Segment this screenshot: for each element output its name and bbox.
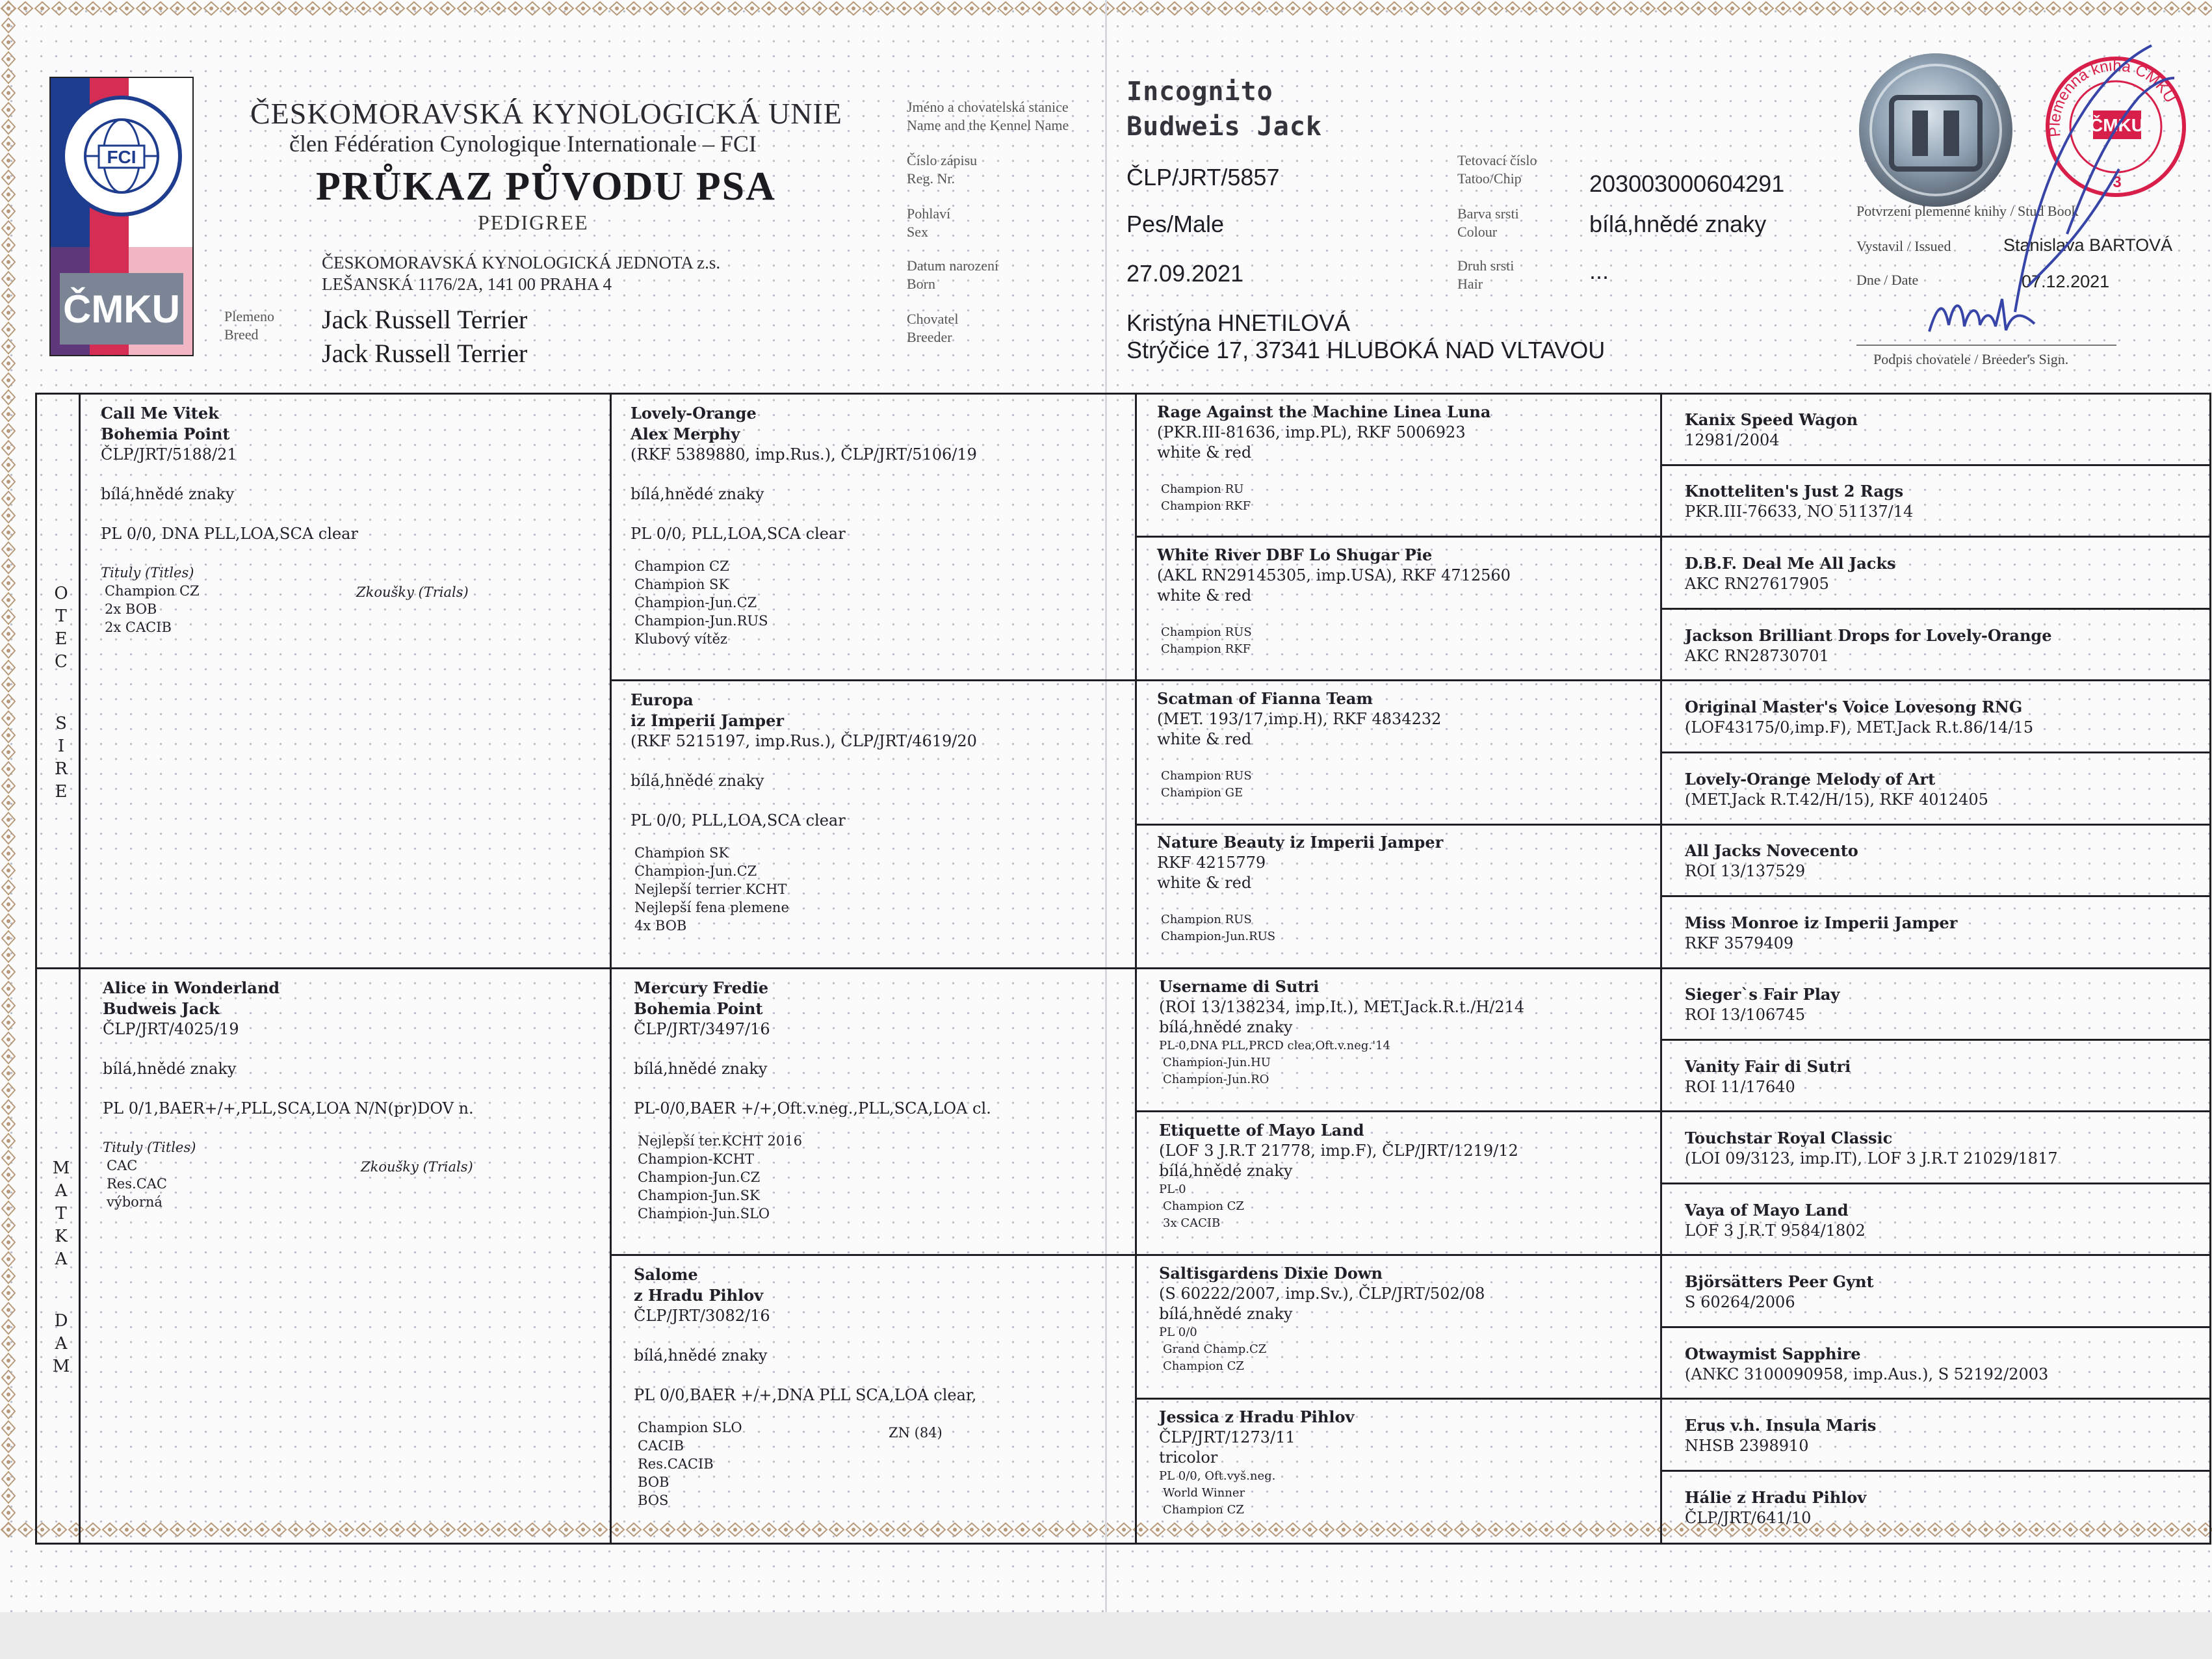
date-value: 07.12.2021 bbox=[2022, 272, 2110, 291]
dam-title: Res.CAC bbox=[107, 1176, 167, 1192]
breeder-label-en: Breeder bbox=[907, 329, 952, 345]
gen4-cell: Miss Monroe iz Imperii Jamper RKF 3579409 bbox=[1685, 913, 1958, 952]
side-label-dam: M A T K A D A M bbox=[52, 1158, 70, 1376]
gen4-cell: Erus v.h. Insula Maris NHSB 2398910 bbox=[1685, 1416, 1877, 1455]
gen4-cell: D.B.F. Deal Me All Jacks AKC RN27617905 bbox=[1685, 554, 1896, 593]
sex-label-en: Sex bbox=[907, 224, 928, 240]
issued-label: Vystavil / Issued bbox=[1856, 238, 1951, 254]
reg-label-cz: Číslo zápisu bbox=[907, 152, 978, 168]
sire-health: PL 0/0, DNA PLL,LOA,SCA clear bbox=[101, 525, 358, 543]
logo-cmku-text: ČMKU bbox=[63, 287, 180, 331]
breed-value-en: Jack Russell Terrier bbox=[322, 339, 528, 368]
gen2-cell: Salome z Hradu Pihlov ČLP/JRT/3082/16 bílá,hnědé znaky PL 0/0,BAER +/+,DNA PLL SCA,LOA clear, Champion SLO CACIB Res.CACIB BOB BOS bbox=[634, 1265, 977, 1508]
gen4-cell: Original Master's Voice Lovesong RNG (LOF43175/0,imp.F), MET.Jack R.t.86/14/15 bbox=[1685, 698, 2034, 737]
sire-title: Champion CZ bbox=[105, 583, 200, 599]
studbook-signature-icon bbox=[1989, 39, 2184, 325]
born-value: 27.09.2021 bbox=[1126, 260, 1244, 287]
studbook-confirm-label: Potvrzení plemenné knihy / Stud Book bbox=[1856, 203, 2079, 219]
born-label-en: Born bbox=[907, 276, 935, 292]
stamp-ring-text: Plemenná kniha ČMKU bbox=[2046, 57, 2179, 138]
association-name: ČESKOMORAVSKÁ KYNOLOGICKÁ JEDNOTA z.s. bbox=[322, 253, 721, 272]
gen4-cell: Vaya of Mayo Land LOF 3 J.R.T 9584/1802 bbox=[1685, 1201, 1866, 1240]
sex-label-cz: Pohlaví bbox=[907, 205, 951, 222]
breed-label-cz: Plemeno bbox=[224, 308, 274, 324]
gen3-cell: Nature Beauty iz Imperii Jamper RKF 4215779 white & red Champion RUS Champion-Jun.RUS bbox=[1157, 833, 1444, 943]
dam-reg: ČLP/JRT/4025/19 bbox=[103, 1020, 239, 1038]
dam-title: výborná bbox=[107, 1194, 163, 1210]
breeder-label-cz: Chovatel bbox=[907, 311, 959, 327]
gen2-cell: Mercury Fredie Bohemia Point ČLP/JRT/3497/16 bílá,hnědé znaky PL-0/0,BAER +/+,Oft.v.neg.,PLL,SCA,LOA cl. Nejlepší ter.KCHT 2016 Champion-KCHT Champion-Jun.CZ Champion-Jun.SK Champion-Jun.SLO bbox=[634, 978, 991, 1221]
dam-titles-label: Tituly (Titles) bbox=[103, 1140, 196, 1155]
gen2-cell: Europa iz Imperii Jamper (RKF 5215197, imp.Rus.), ČLP/JRT/4619/20 bílá,hnědé znaky PL 0/0, PLL,LOA,SCA clear Champion SK Champion-Jun.CZ Nejlepší terrier KCHT Nejlepší fena plemene 4x BOB bbox=[631, 690, 977, 934]
colour-label-cz: Barva srsti bbox=[1457, 205, 1519, 222]
name-label-cz: Jméno a chovatelská stanice bbox=[907, 99, 1069, 115]
dam-colour: bílá,hnědé znaky bbox=[103, 1060, 237, 1078]
gen3-cell: Jessica z Hradu Pihlov ČLP/JRT/1273/11 tricolor PL 0/0, Oft.vyš.neg. World Winner Champion CZ bbox=[1159, 1407, 1355, 1517]
hair-label-en: Hair bbox=[1457, 276, 1483, 292]
date-label: Dne / Date bbox=[1856, 272, 1919, 288]
fci-cmku-logo bbox=[49, 77, 194, 356]
chip-label-en: Tatoo/Chip bbox=[1457, 170, 1522, 187]
signature-line bbox=[1856, 345, 2116, 346]
gen4-cell: Knotteliten's Just 2 Rags PKR.III-76633, NO 51137/14 bbox=[1685, 482, 1914, 521]
chip-value: 203003000604291 bbox=[1589, 170, 1785, 197]
dam-trials-label: Zkoušky (Trials) bbox=[361, 1159, 473, 1175]
gen4-cell: Lovely-Orange Melody of Art (MET.Jack R.T.42/H/15), RKF 4012405 bbox=[1685, 770, 1988, 809]
colour-label-en: Colour bbox=[1457, 224, 1498, 240]
fci-membership: člen Fédération Cynologique Internationale – FCI bbox=[289, 131, 757, 157]
gen3-cell: Rage Against the Machine Linea Luna (PKR.III-81636, imp.PL), RKF 5006923 white & red Champion RU Champion RKF bbox=[1157, 402, 1491, 513]
sire-titles-label: Tituly (Titles) bbox=[101, 565, 194, 581]
gen4-cell: Vanity Fair di Sutri ROI 11/17640 bbox=[1685, 1057, 1851, 1096]
reg-label-en: Reg. Nr. bbox=[907, 170, 955, 187]
page-title: PRŮKAZ PŮVODU PSA bbox=[316, 164, 776, 209]
gen4-cell: Björsätters Peer Gynt S 60264/2006 bbox=[1685, 1272, 1874, 1311]
gen3-cell: Scatman of Fianna Team (MET. 193/17,imp.H), RKF 4834232 white & red Champion RUS Champion GE bbox=[1157, 689, 1442, 800]
union-name: ČESKOMORAVSKÁ KYNOLOGICKÁ UNIE bbox=[250, 97, 842, 130]
sex-value: Pes/Male bbox=[1126, 211, 1225, 237]
gen4-cell: Hálie z Hradu Pihlov ČLP/JRT/641/10 bbox=[1685, 1488, 1867, 1527]
dog-name-line1: Incognito bbox=[1126, 77, 1273, 107]
sire-title: 2x BOB bbox=[105, 601, 157, 617]
sire-name2: Bohemia Point bbox=[101, 425, 230, 443]
side-label-sire: O T E C S I R E bbox=[54, 584, 68, 802]
sire-trials-label: Zkoušky (Trials) bbox=[356, 584, 469, 600]
breed-label-en: Breed bbox=[224, 326, 259, 343]
reg-value: ČLP/JRT/5857 bbox=[1126, 164, 1280, 190]
association-address: LEŠANSKÁ 1176/2A, 141 00 PRAHA 4 bbox=[322, 274, 612, 294]
sire-cell bbox=[101, 403, 358, 636]
chip-label-cz: Tetovací číslo bbox=[1457, 152, 1537, 168]
dam-name1: Alice in Wonderland bbox=[103, 978, 280, 997]
gen4-cell: Sieger`s Fair Play ROI 13/106745 bbox=[1685, 985, 1840, 1024]
ornament-border-left bbox=[0, 0, 17, 1538]
sire-colour: bílá,hnědé znaky bbox=[101, 485, 235, 503]
dog-name-line2: Budweis Jack bbox=[1126, 112, 1322, 142]
page-subtitle: PEDIGREE bbox=[478, 211, 589, 234]
logo-fci-text: FCI bbox=[107, 147, 137, 167]
issued-value: Stanislava BARTOVÁ bbox=[2003, 235, 2173, 255]
name-label-en: Name and the Kennel Name bbox=[907, 117, 1069, 133]
colour-value: bílá,hnědé znaky bbox=[1589, 211, 1767, 237]
dam-health: PL 0/1,BAER+/+,PLL,SCA,LOA N/N(pr)DOV n. bbox=[103, 1099, 474, 1117]
gen4-cell: All Jacks Novecento ROI 13/137529 bbox=[1685, 841, 1858, 880]
breed-value-cz: Jack Russell Terrier bbox=[322, 305, 528, 334]
stamp-logo-text: ČMKU bbox=[2090, 115, 2144, 135]
breeder-name: Kristýna HNETILOVÁ bbox=[1126, 309, 1351, 336]
gen3-cell: Saltisgardens Dixie Down (S 60222/2007, imp.Sv.), ČLP/JRT/502/08 bílá,hnědé znaky PL 0/0 Grand Champ.CZ Champion CZ bbox=[1159, 1264, 1485, 1373]
gen3-cell: White River DBF Lo Shugar Pie (AKL RN29145305, imp.USA), RKF 4712560 white & red Champion RUS Champion RKF bbox=[1157, 545, 1511, 656]
hair-label-cz: Druh srsti bbox=[1457, 257, 1515, 274]
hair-value: ... bbox=[1589, 257, 1609, 284]
gen3-cell: Username di Sutri (ROI 13/138234, imp.It.), MET.Jack.R.t./H/214 bílá,hnědé znaky PL-0,DNA PLL,PRCD clea,Oft.v.neg.'14 Champion-Jun.HU Champion-Jun.RO bbox=[1159, 977, 1525, 1086]
sire-name1: Call Me Vitek bbox=[101, 404, 219, 423]
sire-title: 2x CACIB bbox=[105, 620, 172, 635]
dam-name2: Budweis Jack bbox=[103, 999, 220, 1018]
born-label-cz: Datum narození bbox=[907, 257, 999, 274]
gen4-cell: Jackson Brilliant Drops for Lovely-Orange AKC RN28730701 bbox=[1685, 626, 2052, 665]
breeder-address: Strýčice 17, 37341 HLUBOKÁ NAD VLTAVOU bbox=[1126, 337, 1606, 363]
stamp-number-text: 3 bbox=[2113, 174, 2122, 191]
sire-reg: ČLP/JRT/5188/21 bbox=[101, 445, 237, 464]
gen3-cell: Etiquette of Mayo Land (LOF 3 J.R.T 21778, imp.F), ČLP/JRT/1219/12 bílá,hnědé znaky PL-0 Champion CZ 3x CACIB bbox=[1159, 1121, 1518, 1230]
gen2-extra-note: ZN (84) bbox=[889, 1425, 943, 1441]
dam-cell bbox=[103, 978, 474, 1211]
breeder-sign-label: Podpis chovatele / Breeder's Sign. bbox=[1873, 351, 2069, 367]
gen4-cell: Touchstar Royal Classic (LOI 09/3123, imp.IT), LOF 3 J.R.T 21029/1817 bbox=[1685, 1129, 2058, 1168]
gen2-cell: Lovely-Orange Alex Merphy (RKF 5389880, imp.Rus.), ČLP/JRT/5106/19 bílá,hnědé znaky PL 0/0, PLL,LOA,SCA clear Champion CZ Champion SK Champion-Jun.CZ Champion-Jun.RUS Klubový vítěz bbox=[631, 404, 977, 647]
gen4-cell: Kanix Speed Wagon 12981/2004 bbox=[1685, 410, 1858, 449]
gen4-cell: Otwaymist Sapphire (ANKC 3100090958, imp.Aus.), S 52192/2003 bbox=[1685, 1344, 2049, 1383]
dam-title: CAC bbox=[107, 1158, 138, 1173]
